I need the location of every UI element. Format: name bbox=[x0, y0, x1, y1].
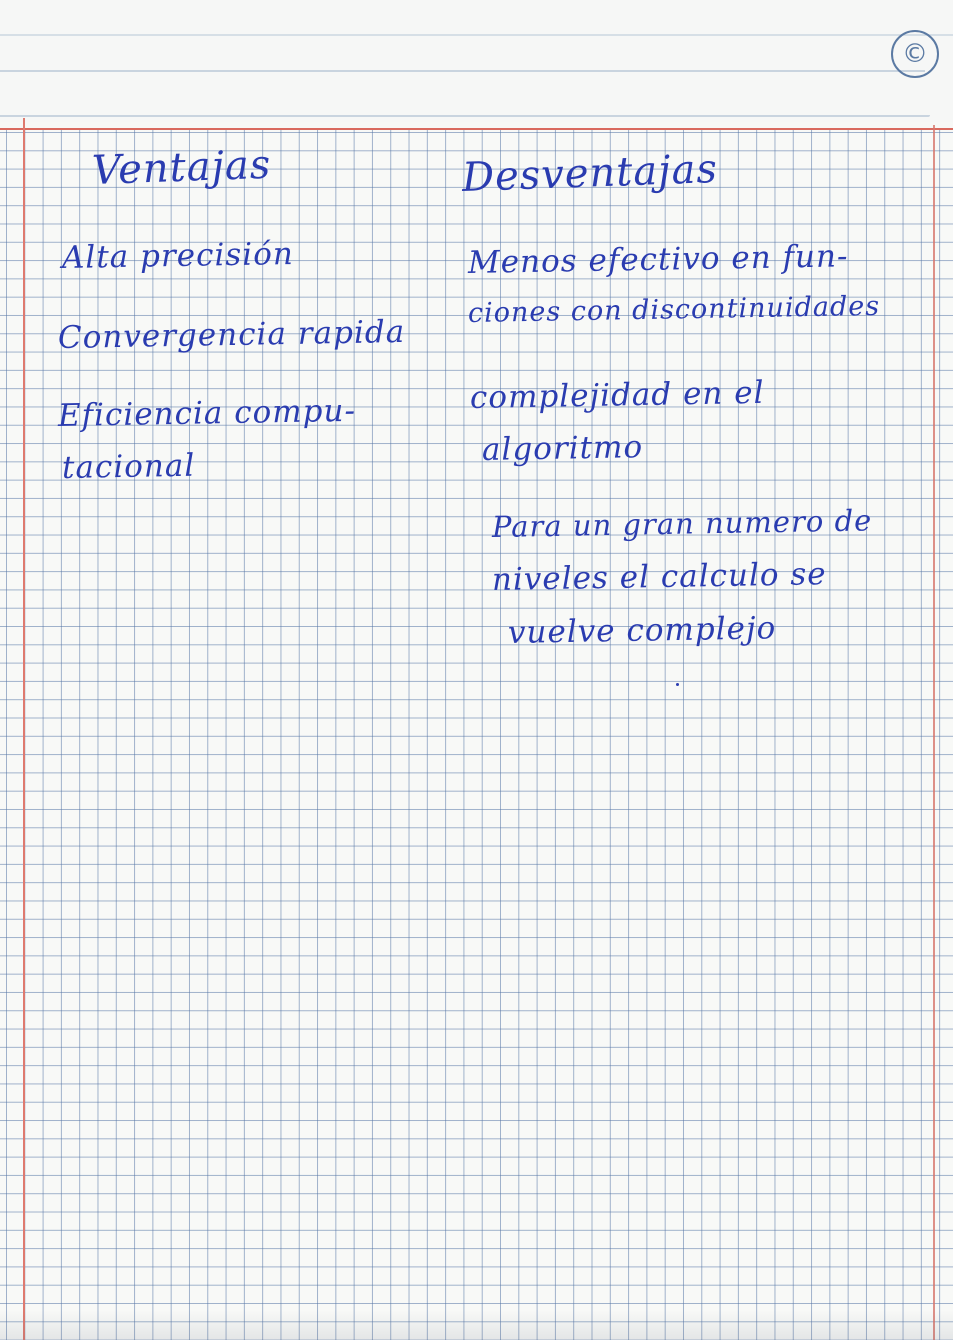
right-column-title: Desventajas bbox=[461, 146, 719, 201]
left-column-item: Eficiencia compu- bbox=[57, 392, 357, 434]
left-column-item: tacional bbox=[61, 447, 196, 486]
right-column-item: vuelve complejo bbox=[507, 610, 777, 651]
right-column-item: niveles el calculo se bbox=[491, 556, 827, 598]
right-column-item: ciones con discontinuidades bbox=[467, 290, 881, 329]
right-column-item: algoritmo bbox=[481, 429, 644, 468]
right-column-item: complejidad en el bbox=[469, 374, 765, 416]
corner-mark-icon: © bbox=[891, 30, 939, 78]
top-margin-line bbox=[0, 128, 953, 130]
page-header-band bbox=[0, 0, 953, 122]
header-rule bbox=[0, 70, 925, 72]
left-column-item: Alta precisión bbox=[61, 235, 295, 276]
left-column-item: Convergencia rapida bbox=[57, 313, 406, 356]
left-column-title: Ventajas bbox=[91, 141, 273, 194]
right-margin-line bbox=[933, 125, 935, 1340]
page-bottom-shadow bbox=[0, 1310, 953, 1340]
header-rule bbox=[0, 115, 930, 117]
right-column-item: Menos efectivo en fun- bbox=[467, 238, 849, 281]
ink-dot bbox=[676, 683, 679, 686]
left-margin-line bbox=[23, 118, 25, 1340]
right-column-item: Para un gran numero de bbox=[491, 503, 873, 544]
header-rule bbox=[0, 34, 953, 36]
